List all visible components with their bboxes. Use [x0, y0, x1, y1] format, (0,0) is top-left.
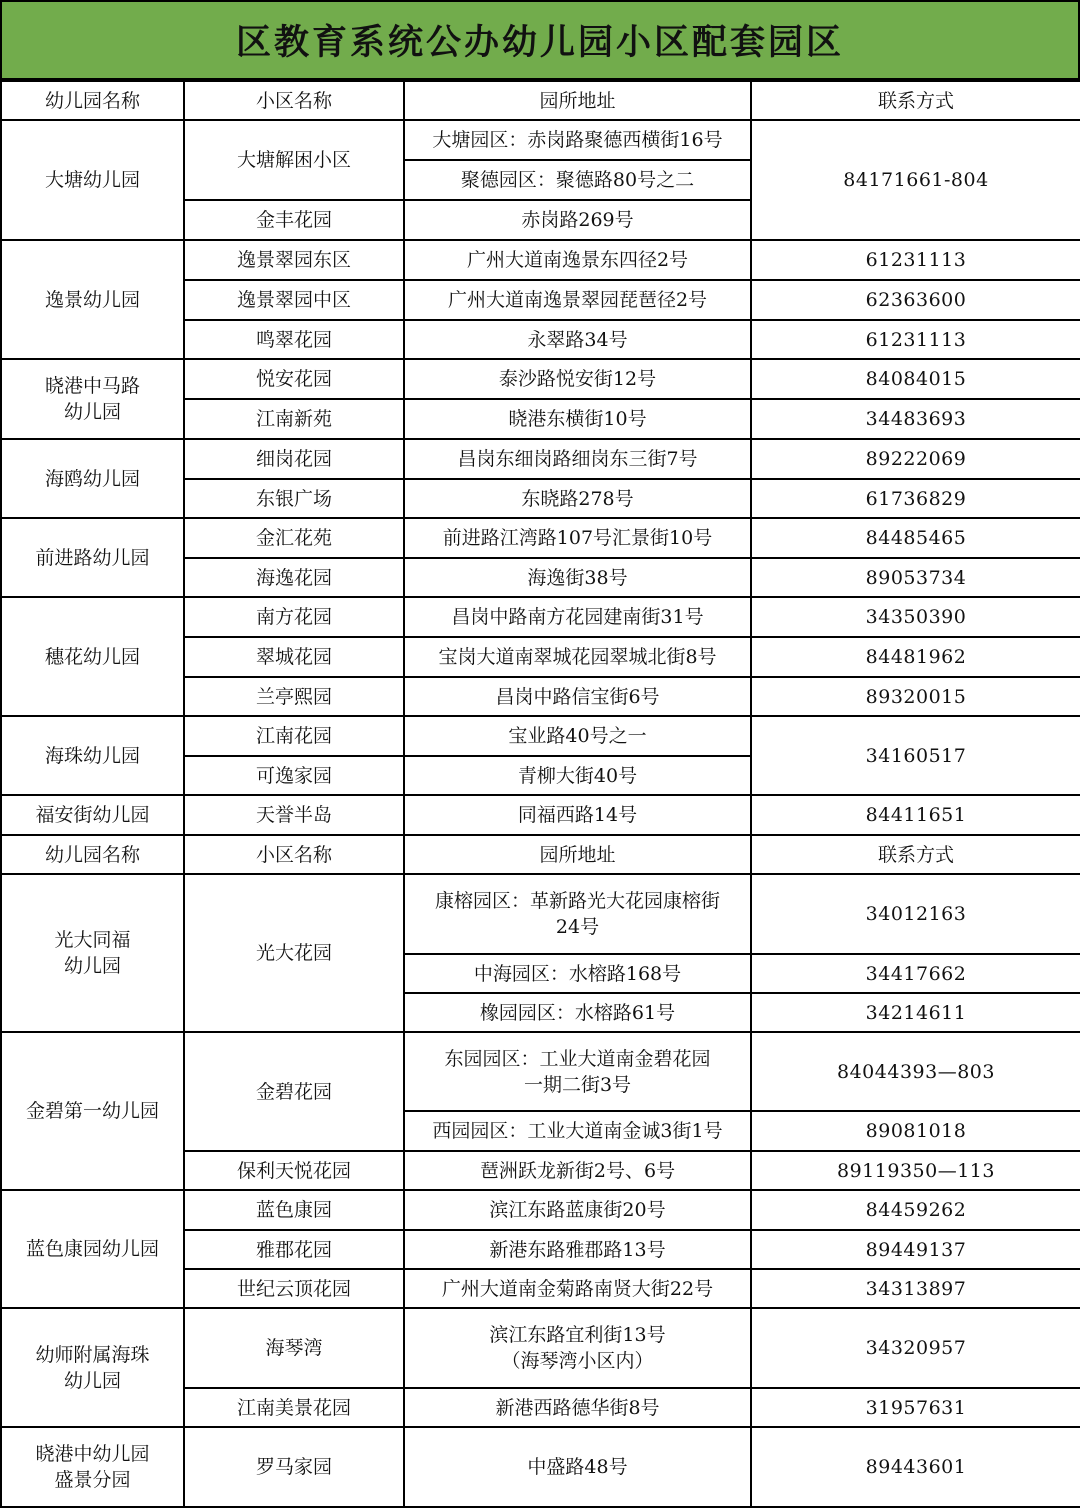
community-name: 世纪云顶花园 — [184, 1269, 404, 1308]
contact: 89119350—113 — [751, 1151, 1080, 1190]
address: 聚德园区：聚德路80号之二 — [404, 160, 751, 200]
page-title: 区教育系统公办幼儿园小区配套园区 — [0, 0, 1080, 80]
contact: 89222069 — [751, 439, 1080, 479]
contact: 31957631 — [751, 1388, 1080, 1427]
community-name: 金丰花园 — [184, 200, 404, 240]
kindergarten-name: 大塘幼儿园 — [1, 120, 184, 240]
table-row — [1, 1427, 1080, 1507]
address: 橡园园区：水榕路61号 — [404, 993, 751, 1032]
contact: 34320957 — [751, 1308, 1080, 1388]
contact: 61736829 — [751, 479, 1080, 518]
community-name: 东银广场 — [184, 479, 404, 518]
address: 琶洲跃龙新街2号、6号 — [404, 1151, 751, 1190]
address: 青柳大街40号 — [404, 756, 751, 795]
community-name: 江南新苑 — [184, 399, 404, 439]
contact: 61231113 — [751, 240, 1080, 280]
header-address: 园所地址 — [404, 835, 751, 874]
address: 中海园区：水榕路168号 — [404, 954, 751, 993]
address: 新港西路德华街8号 — [404, 1388, 751, 1427]
kindergarten-name: 光大同福 幼儿园 — [1, 874, 184, 1032]
address: 大塘园区：赤岗路聚德西横街16号 — [404, 120, 751, 160]
table-row — [1, 795, 1080, 835]
address: 同福西路14号 — [404, 795, 751, 835]
kindergarten-name: 逸景幼儿园 — [1, 240, 184, 359]
kindergarten-name: 前进路幼儿园 — [1, 518, 184, 597]
header-community: 小区名称 — [184, 835, 404, 874]
community-name: 保利天悦花园 — [184, 1151, 404, 1190]
address: 西园园区：工业大道南金诚3街1号 — [404, 1111, 751, 1151]
address: 海逸街38号 — [404, 558, 751, 597]
address: 晓港东横街10号 — [404, 399, 751, 439]
table-row — [1, 240, 1080, 280]
community-name: 光大花园 — [184, 874, 404, 1032]
header-kindergarten: 幼儿园名称 — [1, 835, 184, 874]
community-name: 大塘解困小区 — [184, 120, 404, 200]
contact: 62363600 — [751, 280, 1080, 320]
table-header-row — [1, 835, 1080, 874]
address: 永翠路34号 — [404, 320, 751, 359]
table-header-row — [1, 81, 1080, 120]
contact: 89449137 — [751, 1230, 1080, 1269]
community-name: 兰亭熙园 — [184, 677, 404, 716]
community-name: 蓝色康园 — [184, 1190, 404, 1230]
kindergarten-name: 福安街幼儿园 — [1, 795, 184, 835]
address: 泰沙路悦安街12号 — [404, 359, 751, 399]
address: 广州大道南逸景东四径2号 — [404, 240, 751, 280]
community-name: 细岗花园 — [184, 439, 404, 479]
community-name: 江南美景花园 — [184, 1388, 404, 1427]
header-kindergarten: 幼儿园名称 — [1, 81, 184, 120]
community-name: 悦安花园 — [184, 359, 404, 399]
kindergarten-name: 金碧第一幼儿园 — [1, 1032, 184, 1190]
header-contact: 联系方式 — [751, 81, 1080, 120]
address: 昌岗中路信宝街6号 — [404, 677, 751, 716]
contact: 34417662 — [751, 954, 1080, 993]
kindergarten-name: 晓港中幼儿园 盛景分园 — [1, 1427, 184, 1507]
community-name: 罗马家园 — [184, 1427, 404, 1507]
contact: 61231113 — [751, 320, 1080, 359]
contact: 89081018 — [751, 1111, 1080, 1151]
contact: 34483693 — [751, 399, 1080, 439]
address: 康榕园区：革新路光大花园康榕街 24号 — [404, 874, 751, 954]
community-name: 鸣翠花园 — [184, 320, 404, 359]
table-row — [1, 1308, 1080, 1388]
contact: 84411651 — [751, 795, 1080, 835]
community-name: 逸景翠园东区 — [184, 240, 404, 280]
table-row — [1, 439, 1080, 479]
header-community: 小区名称 — [184, 81, 404, 120]
table-row — [1, 1032, 1080, 1111]
community-name: 南方花园 — [184, 597, 404, 637]
address: 东园园区：工业大道南金碧花园 一期二街3号 — [404, 1032, 751, 1111]
community-name: 金碧花园 — [184, 1032, 404, 1151]
contact: 34160517 — [751, 716, 1080, 795]
community-name: 海逸花园 — [184, 558, 404, 597]
community-name: 天誉半岛 — [184, 795, 404, 835]
contact: 34214611 — [751, 993, 1080, 1032]
kindergarten-name: 穗花幼儿园 — [1, 597, 184, 716]
contact: 89053734 — [751, 558, 1080, 597]
address: 赤岗路269号 — [404, 200, 751, 240]
address: 广州大道南逸景翠园琵琶径2号 — [404, 280, 751, 320]
address: 宝业路40号之一 — [404, 716, 751, 756]
community-name: 海琴湾 — [184, 1308, 404, 1388]
header-address: 园所地址 — [404, 81, 751, 120]
community-name: 江南花园 — [184, 716, 404, 756]
community-name: 金汇花苑 — [184, 518, 404, 558]
contact: 84171661-804 — [751, 120, 1080, 240]
address: 滨江东路宜利街13号 （海琴湾小区内） — [404, 1308, 751, 1388]
community-name: 翠城花园 — [184, 637, 404, 677]
table-row — [1, 1190, 1080, 1230]
community-name: 可逸家园 — [184, 756, 404, 795]
table-row — [1, 716, 1080, 756]
header-contact: 联系方式 — [751, 835, 1080, 874]
contact: 84485465 — [751, 518, 1080, 558]
address: 东晓路278号 — [404, 479, 751, 518]
contact: 84481962 — [751, 637, 1080, 677]
address: 昌岗东细岗路细岗东三街7号 — [404, 439, 751, 479]
contact: 89443601 — [751, 1427, 1080, 1507]
address: 广州大道南金菊路南贤大街22号 — [404, 1269, 751, 1308]
community-name: 逸景翠园中区 — [184, 280, 404, 320]
contact: 34012163 — [751, 874, 1080, 954]
kindergarten-name: 蓝色康园幼儿园 — [1, 1190, 184, 1308]
contact: 84084015 — [751, 359, 1080, 399]
address: 前进路江湾路107号汇景街10号 — [404, 518, 751, 558]
address: 昌岗中路南方花园建南街31号 — [404, 597, 751, 637]
contact: 84044393—803 — [751, 1032, 1080, 1111]
community-name: 雅郡花园 — [184, 1230, 404, 1269]
address: 中盛路48号 — [404, 1427, 751, 1507]
contact: 84459262 — [751, 1190, 1080, 1230]
contact: 34313897 — [751, 1269, 1080, 1308]
contact: 89320015 — [751, 677, 1080, 716]
kindergarten-table — [0, 80, 1080, 1508]
table-row — [1, 597, 1080, 637]
address: 新港东路雅郡路13号 — [404, 1230, 751, 1269]
address: 宝岗大道南翠城花园翠城北街8号 — [404, 637, 751, 677]
table-row — [1, 359, 1080, 399]
table-row — [1, 120, 1080, 160]
kindergarten-name: 海鸥幼儿园 — [1, 439, 184, 518]
contact: 34350390 — [751, 597, 1080, 637]
address: 滨江东路蓝康街20号 — [404, 1190, 751, 1230]
kindergarten-name: 幼师附属海珠 幼儿园 — [1, 1308, 184, 1427]
kindergarten-name: 海珠幼儿园 — [1, 716, 184, 795]
table-row — [1, 518, 1080, 558]
table-row — [1, 874, 1080, 954]
kindergarten-name: 晓港中马路 幼儿园 — [1, 359, 184, 439]
